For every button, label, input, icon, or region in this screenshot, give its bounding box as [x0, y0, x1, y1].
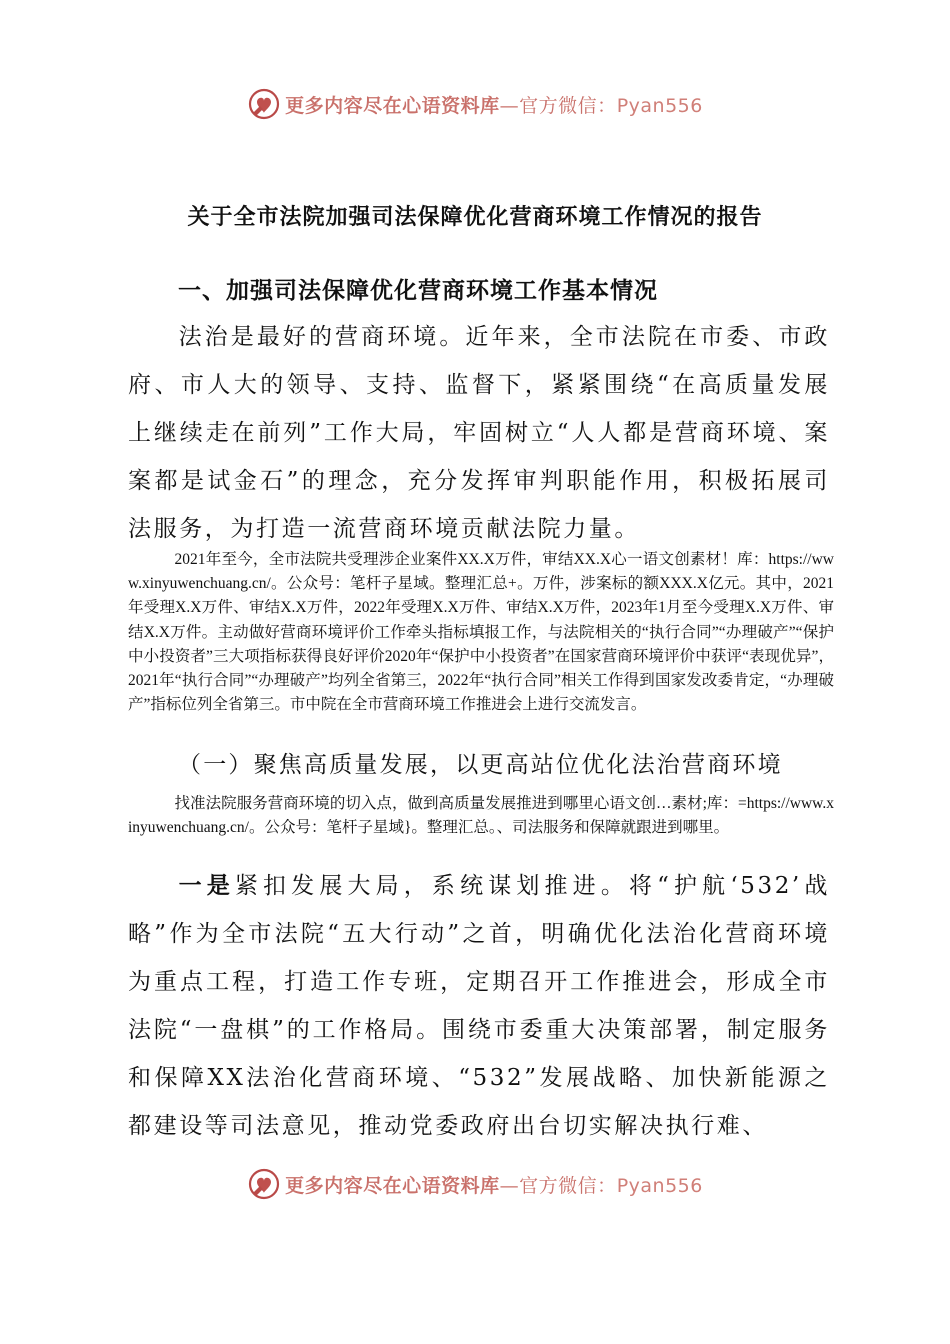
- banner-wechat-id: Pyan556: [616, 1174, 703, 1197]
- subsection-intro-paragraph: 找准法院服务营商环境的切入点，做到高质量发展推进到哪里心语文创…素材;库：=https://www.xinyuwenchuang.cn/。公众号：笔杆子星域}。整理汇总。、司法服务和保障就跟进到哪里。: [128, 795, 834, 837]
- header-watermark-banner: [0, 82, 950, 126]
- point-one-paragraph: [128, 862, 830, 1150]
- subsection-heading: （一）聚焦高质量发展，以更高站位优化法治营商环境: [178, 752, 783, 778]
- heart-ribbon-logo-icon: [247, 1167, 281, 1201]
- section-heading: 一、加强司法保障优化营商环境工作基本情况: [178, 278, 658, 304]
- banner-prefix: 更多内容尽在心语资料库: [285, 94, 500, 117]
- banner-separator: —官方微信：: [499, 1174, 617, 1197]
- banner-text: [285, 1171, 703, 1198]
- banner-prefix: 更多内容尽在心语资料库: [285, 1174, 500, 1197]
- stats-paragraph: 2021年至今，全市法院共受理涉企业案件XX.X万件，审结XX.X心一语文创素材！库：https://www.xinyuwenchuang.cn/。公众号：笔杆子星域。整理汇总+。万件，涉案标的额XXX.X亿元。其中，2021年受理X.X万件、审结X.X万件，2022年受理X.X万件、审结X.X万件，2023年1月至今受理X.X万件、审结X.X万件。主动做好营商环境评价工作牵头指标填报工作，与法院相关的“执行合同”“办理破产”“保护中小投资者”三大项指标获得良好评价2020年“保护中小投资者”在国家营商环境评价中获评“表现优异”，2021年“执行合同”“办理破产”均列全省第三，2022年“执行合同”相关工作得到国家发改委肯定，“办理破产”指标位列全省第三。市中院在全市营商环境工作推进会上进行交流发言。: [128, 551, 834, 714]
- banner-separator: —官方微信：: [499, 94, 617, 117]
- point-one-lead: 一是: [178, 873, 235, 899]
- point-one-text: 紧扣发展大局，系统谋划推进。将“护航‘532’战略”作为全市法院“五大行动”之首，明确优化法治化营商环境为重点工程，打造工作专班，定期召开工作推进会，形成全市法院“一盘棋”的工作格局。围绕市委重大决策部署，制定服务和保障XX法治化营商环境、“532”发展战略、加快新能源之都建设等司法意见，推动党委政府出台切实解决执行难、: [128, 873, 830, 1139]
- banner-wechat-id: Pyan556: [616, 94, 703, 117]
- footer-watermark-banner: [0, 1162, 950, 1206]
- intro-paragraph: 法治是最好的营商环境。近年来，全市法院在市委、市政府、市人大的领导、支持、监督下，紧紧围绕“在高质量发展上继续走在前列”工作大局，牢固树立“人人都是营商环境、案案都是试金石”的理念，充分发挥审判职能作用，积极拓展司法服务，为打造一流营商环境贡献法院力量。: [128, 324, 830, 542]
- document-title: 关于全市法院加强司法保障优化营商环境工作情况的报告: [187, 205, 763, 230]
- banner-text: [285, 91, 703, 118]
- heart-ribbon-logo-icon: [247, 87, 281, 121]
